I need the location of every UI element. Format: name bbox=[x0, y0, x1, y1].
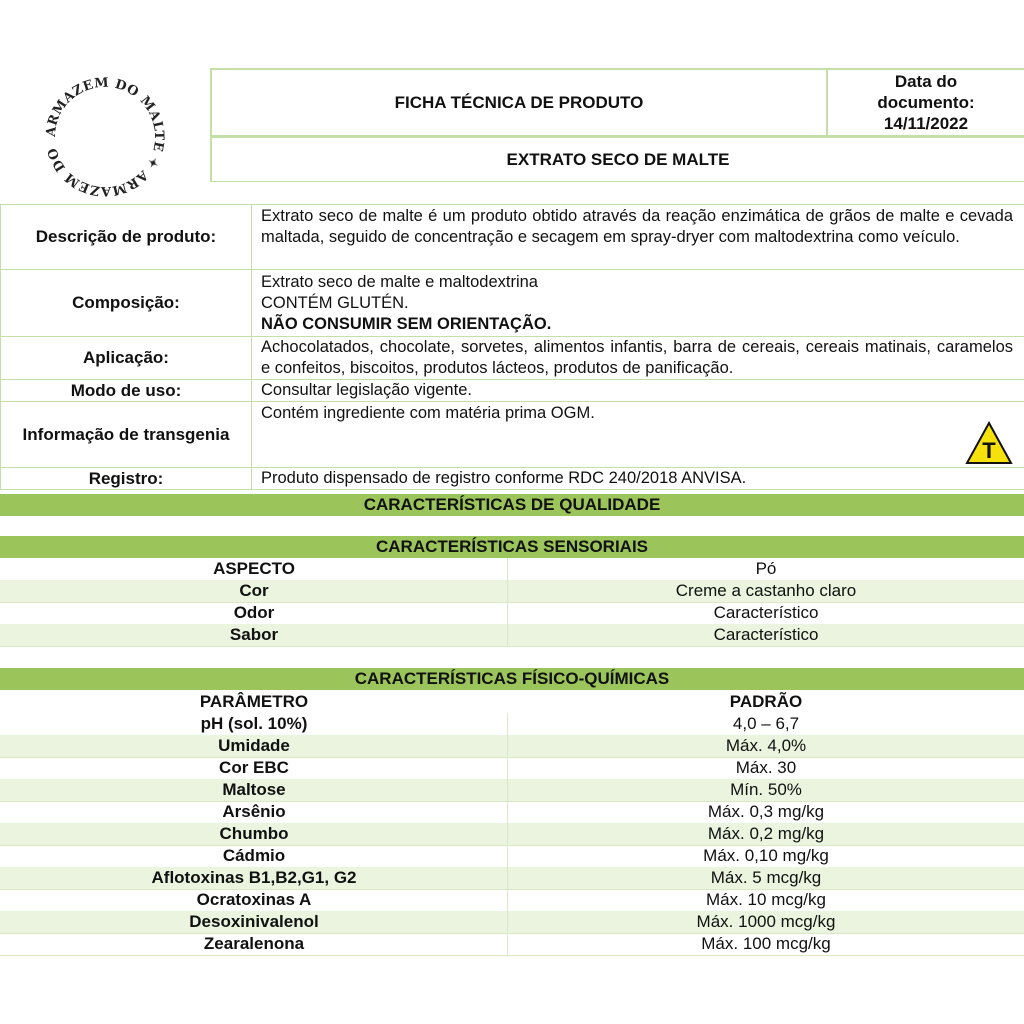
application-text: Achocolatados, chocolate, sorvetes, alimentos infantis, barra de cereais, cereais matinais, caramelos e confeitos, biscoitos, produtos lácteos, produtos de panificação. bbox=[261, 338, 1013, 377]
composition-warning: NÃO CONSUMIR SEM ORIENTAÇÃO. bbox=[261, 315, 552, 333]
table-row bbox=[0, 933, 1024, 955]
value-cell: Característico bbox=[713, 603, 819, 622]
usage-label: Modo de uso: bbox=[70, 380, 182, 400]
document-date: Data do documento: 14/11/2022 bbox=[877, 72, 975, 133]
table-row bbox=[0, 801, 1024, 823]
value-cell: Máx. 4,0% bbox=[725, 736, 807, 755]
table-row bbox=[0, 602, 1024, 624]
table-row bbox=[0, 867, 1024, 889]
description-label: Descrição de produto: bbox=[35, 227, 217, 246]
transgenic-text: Contém ingrediente com matéria prima OGM. bbox=[261, 404, 595, 422]
usage-text: Consultar legislação vigente. bbox=[261, 381, 472, 399]
row-divider bbox=[0, 955, 1024, 956]
composition-text: Extrato seco de malte e maltodextrina CONTÉM GLUTÉN. NÃO CONSUMIR SEM ORIENTAÇÃO. bbox=[261, 272, 1013, 335]
document-title: FICHA TÉCNICA DE PRODUTO bbox=[394, 92, 644, 112]
value-cell: Máx. 1000 mcg/kg bbox=[696, 912, 836, 931]
physchem-col-parameter: PARÂMETRO bbox=[199, 692, 309, 711]
table-row bbox=[0, 889, 1024, 911]
application-label: Aplicação: bbox=[83, 348, 169, 367]
product-name: EXTRATO SECO DE MALTE bbox=[506, 149, 730, 169]
quality-section-title: CARACTERÍSTICAS DE QUALIDADE bbox=[0, 494, 1024, 516]
value-cell: Máx. 0,10 mg/kg bbox=[703, 846, 829, 865]
value-cell: Característico bbox=[713, 625, 819, 644]
value-cell: Máx. 0,2 mg/kg bbox=[707, 824, 825, 843]
value-cell: Máx. 30 bbox=[735, 758, 797, 777]
parameter-cell: Zearalenona bbox=[203, 934, 305, 953]
table-row bbox=[0, 713, 1024, 735]
parameter-cell: Sabor bbox=[229, 625, 279, 644]
table-row bbox=[0, 624, 1024, 646]
registration-label: Registro: bbox=[88, 468, 164, 488]
sensorial-section-title: CARACTERÍSTICAS SENSORIAIS bbox=[0, 536, 1024, 558]
parameter-cell: Aflotoxinas B1,B2,G1, G2 bbox=[151, 868, 357, 887]
parameter-cell: Cor bbox=[239, 581, 269, 600]
parameter-cell: Cor EBC bbox=[219, 758, 289, 777]
row-divider bbox=[0, 646, 1024, 647]
table-row bbox=[0, 735, 1024, 757]
table-row bbox=[0, 757, 1024, 779]
svg-text:T: T bbox=[982, 438, 996, 463]
physchem-header-row bbox=[0, 691, 1024, 713]
parameter-cell: Umidade bbox=[218, 736, 290, 755]
transgenic-label: Informação de transgenia bbox=[22, 424, 230, 444]
parameter-cell: Arsênio bbox=[222, 802, 286, 821]
value-cell: 4,0 – 6,7 bbox=[732, 714, 800, 733]
table-row bbox=[0, 823, 1024, 845]
svg-text:ARMAZEM DO MALTE ✦ ARMAZEM DO bbox=[38, 70, 166, 198]
parameter-cell: Maltose bbox=[222, 780, 286, 799]
parameter-cell: pH (sol. 10%) bbox=[200, 714, 308, 733]
value-cell: Máx. 0,3 mg/kg bbox=[707, 802, 825, 821]
value-cell: Máx. 100 mcg/kg bbox=[701, 934, 831, 953]
table-row bbox=[0, 845, 1024, 867]
parameter-cell: ASPECTO bbox=[213, 559, 295, 578]
parameter-cell: Chumbo bbox=[219, 824, 289, 843]
composition-label: Composição: bbox=[72, 293, 180, 312]
description-text: Extrato seco de malte é um produto obtido através da reação enzimática de grãos de malte e cevada maltada, seguido de concentração e secagem em spray-dryer com maltodextrina como veículo. bbox=[261, 207, 1013, 246]
physchem-col-standard: PADRÃO bbox=[729, 692, 803, 711]
table-row bbox=[0, 911, 1024, 933]
table-row bbox=[0, 779, 1024, 801]
table-row bbox=[0, 558, 1024, 580]
physchem-section-title: CARACTERÍSTICAS FÍSICO-QUÍMICAS bbox=[0, 668, 1024, 690]
registration-text: Produto dispensado de registro conforme RDC 240/2018 ANVISA. bbox=[261, 469, 747, 487]
parameter-cell: Ocratoxinas A bbox=[196, 890, 312, 909]
value-cell: Máx. 5 mcg/kg bbox=[710, 868, 822, 887]
logo-text: ARMAZEM DO MALTE ✦ ARMAZEM DO bbox=[43, 75, 167, 199]
value-cell: Pó bbox=[755, 559, 777, 578]
parameter-cell: Cádmio bbox=[222, 846, 286, 865]
value-cell: Máx. 10 mcg/kg bbox=[706, 890, 826, 909]
transgenic-warning-icon bbox=[965, 421, 1013, 465]
value-cell: Mín. 50% bbox=[730, 780, 802, 799]
parameter-cell: Desoxinivalenol bbox=[189, 912, 319, 931]
company-logo bbox=[38, 70, 172, 204]
value-cell: Creme a castanho claro bbox=[675, 581, 857, 600]
parameter-cell: Odor bbox=[233, 603, 275, 622]
table-row bbox=[0, 580, 1024, 602]
